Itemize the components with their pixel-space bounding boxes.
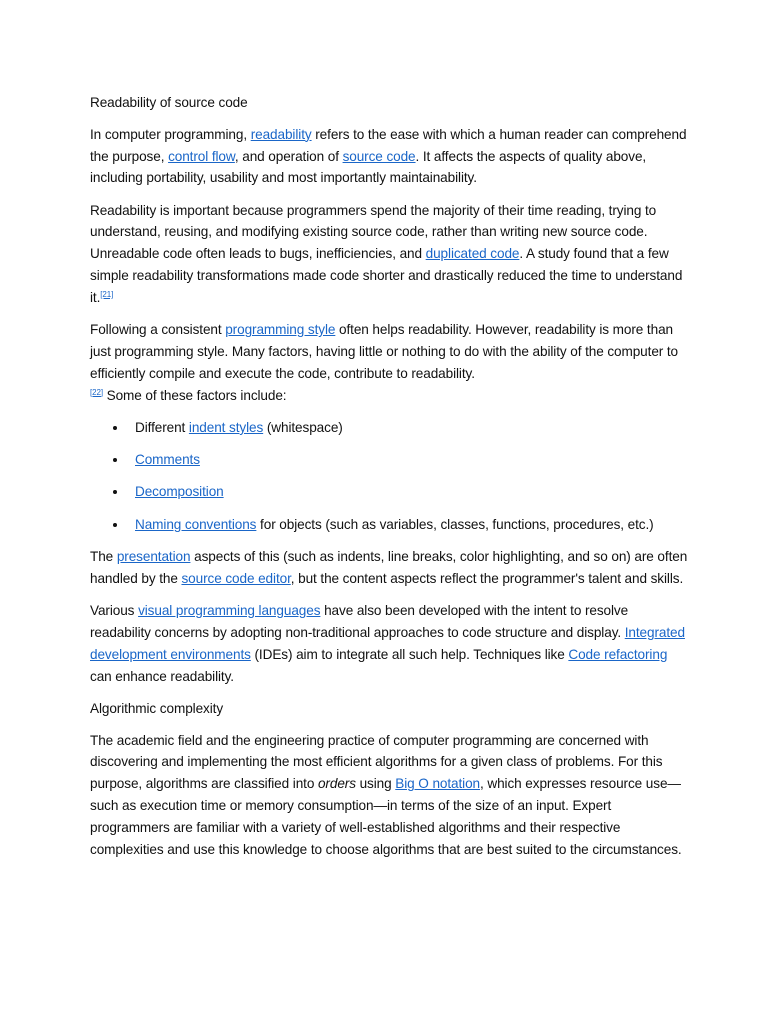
link-source-code[interactable]: source code bbox=[342, 148, 416, 164]
citation-22[interactable]: [22] bbox=[90, 387, 103, 397]
link-code-refactoring[interactable]: Code refactoring bbox=[568, 646, 668, 662]
link-presentation[interactable]: presentation bbox=[116, 549, 191, 565]
paragraph-readability-intro: In computer programming, readability refers to the ease with which a human reader can comprehend the purpose, control flow, and operation of source code. It affects the aspects of quality above, including portability, usability and most importantly maintainability. bbox=[90, 126, 687, 186]
paragraph-programming-style: Following a consistent programming style often helps readability. However, readability is more than just programming style. Many factors, having little or nothing to do with the ability of the computer to efficiently compile and execute the code, contribute to readability. [22] Some of these factors include: bbox=[90, 322, 679, 403]
document-page bbox=[90, 92, 690, 871]
link-integrated-development-environments[interactable]: Integrated development environments bbox=[90, 624, 685, 662]
paragraph-presentation: The presentation aspects of this (such as indents, line breaks, color highlighting, and so on) are often handled by the source code editor, but the content aspects reflect the programmer's talent and skills. bbox=[90, 549, 688, 586]
link-control-flow[interactable]: control flow bbox=[168, 148, 235, 164]
link-decomposition[interactable]: Decomposition bbox=[135, 484, 224, 500]
readability-factors-list bbox=[90, 417, 690, 536]
link-naming-conventions[interactable]: Naming conventions bbox=[135, 516, 257, 532]
list-item bbox=[135, 449, 690, 471]
list-item: Different indent styles (whitespace) bbox=[135, 417, 690, 439]
section-heading-algorithmic-complexity: Algorithmic complexity bbox=[90, 700, 224, 716]
paragraph-visual-programming: Various visual programming languages have also been developed with the intent to resolve readability concerns by adopting non-traditional approaches to code structure and display. Integrated development environments (IDEs) aim to integrate all such help. Techniques like Code refactoring can enhance readability. bbox=[90, 603, 685, 684]
link-programming-style[interactable]: programming style bbox=[225, 322, 336, 338]
paragraph-readability-importance: Readability is important because programmers spend the majority of their time reading, trying to understand, reusing, and modifying existing source code, rather than writing new source code. Unreadable code often leads to bugs, inefficiencies, and duplicated code. A study found that a few simple readability transformations made code shorter and drastically reduced the time to understand it.[21] bbox=[90, 202, 683, 305]
list-item: Naming conventions for objects (such as variables, classes, functions, procedures, etc.) bbox=[135, 514, 690, 536]
paragraph-algorithmic-complexity: The academic field and the engineering practice of computer programming are concerned with discovering and implementing the most efficient algorithms for a given class of problems. For this purpose, algorithms are classified into orders using Big O notation, which expresses resource use—such as execution time or memory consumption—in terms of the size of an input. Expert programmers are familiar with a variety of well-established algorithms and their respective complexities and use this knowledge to choose algorithms that are best suited to the circumstances. bbox=[90, 732, 682, 857]
link-readability[interactable]: readability bbox=[250, 126, 312, 142]
section-heading-readability: Readability of source code bbox=[90, 95, 248, 110]
link-indent-styles[interactable]: indent styles bbox=[188, 419, 264, 435]
link-big-o-notation[interactable]: Big O notation bbox=[395, 776, 481, 792]
link-comments[interactable]: Comments bbox=[135, 452, 200, 468]
list-item bbox=[135, 481, 690, 503]
link-visual-programming-languages[interactable]: visual programming languages bbox=[138, 603, 321, 619]
citation-21[interactable]: [21] bbox=[100, 289, 114, 299]
link-source-code-editor[interactable]: source code editor bbox=[181, 570, 291, 586]
link-duplicated-code[interactable]: duplicated code bbox=[425, 246, 520, 262]
